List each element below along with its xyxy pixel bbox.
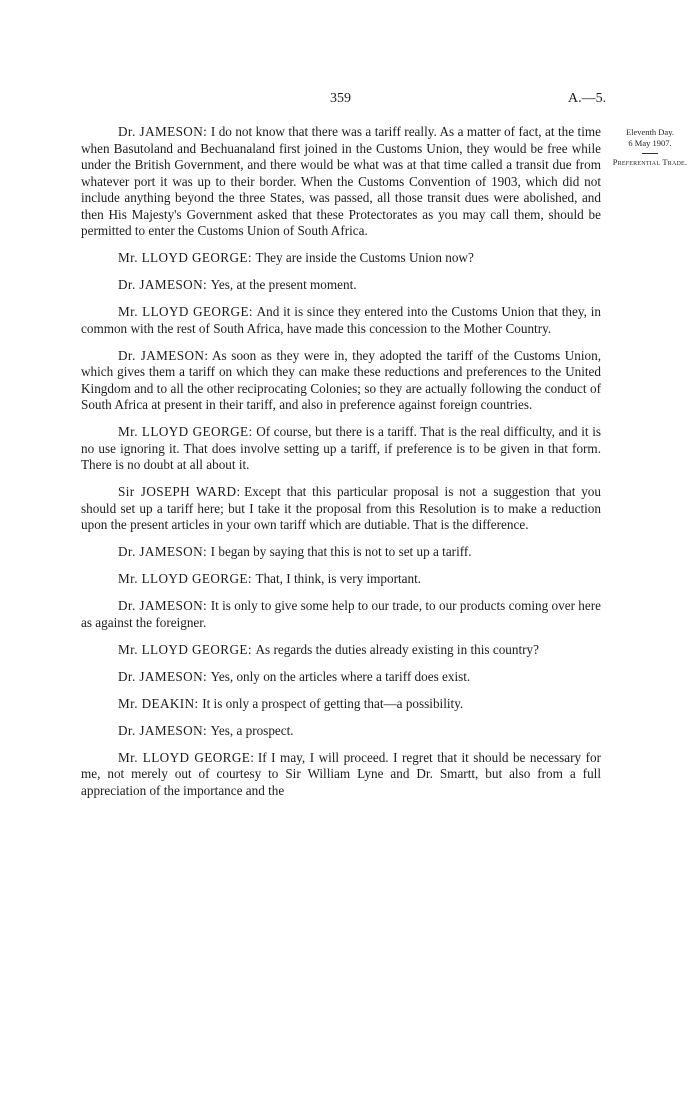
paragraph-text: I do not know that there was a tariff really. As a matter of fact, at the time when Basutoland and Bechuanaland first joined in the Customs Union, they would be free while under the British Government, and there would be what was at that time called a transit due from whatever port it was up to their border. When the Customs Convention of 1903, which did not include anything beyond the three States, was passed, all those transit dues were abolished, and then His Majesty's Government asked that these Protectorates as you may call them, should be permitted to enter the Customs Union of South Africa.	[81, 124, 601, 238]
paragraph: Dr. JAMESON: Yes, a prospect.	[118, 722, 294, 738]
speaker-name: Mr. LLOYD GEORGE	[118, 749, 251, 765]
paragraph: Mr. LLOYD GEORGE: Of course, but there is a tariff. That is the real difficulty, and it is no use ignoring it. That does involve setting up a tariff, if preference is to be given in that form. There is no doubt at all about it.	[81, 424, 601, 472]
speaker-name: Dr. JAMESON	[118, 277, 203, 292]
paragraph-text: As soon as they were in, they adopted the tariff of the Customs Union, which gives them a tariff on which they can make these reductions and preferences to the United Kingdom and to all the other reciprocating Colonies; so they are actually following the conduct of South Africa at present in their tariff, and also in preference against foreign countries.	[81, 347, 601, 412]
page-number: 359	[330, 91, 351, 106]
speaker-name: Dr. JAMESON	[118, 598, 204, 613]
transcript-body	[81, 124, 601, 810]
paragraph-text: As regards the duties already existing in this country?	[255, 641, 539, 657]
paragraph-text: That, I think, is very important.	[255, 571, 422, 586]
paragraph-text: And it is since they entered into the Customs Union that they, in common with the rest of South Africa, have made this concession to the Mother Country.	[81, 304, 601, 336]
paragraph-text: It is only to give some help to our trade, to our products coming over here as against the foreigner.	[81, 598, 601, 630]
page-reference: A.—5.	[568, 91, 607, 106]
margin-note-topic: Preferential Trade.	[612, 157, 688, 167]
paragraph: Dr. JAMESON: I began by saying that this is not to set up a tariff.	[118, 544, 472, 559]
speaker-name: Dr. JAMESON	[118, 722, 203, 738]
speaker-name: Dr. JAMESON	[118, 544, 203, 559]
paragraph: Mr. DEAKIN: It is only a prospect of getting that—a possibility.	[118, 695, 464, 711]
margin-note-day: Eleventh Day.	[625, 127, 675, 137]
paragraph-text: It is only a prospect of getting that—a possibility.	[202, 695, 464, 711]
speaker-name: Mr. LLOYD GEORGE	[118, 304, 249, 319]
speaker-name: Mr. LLOYD GEORGE	[118, 424, 249, 439]
paragraph-text: Yes, only on the articles where a tariff does exist.	[210, 668, 471, 684]
paragraph-text: Of course, but there is a tariff. That is the real difficulty, and it is no use ignoring it. That does involve setting up a tariff, if preference is to be given in that form. There is no doubt at all about it.	[81, 424, 601, 472]
speaker-name: Mr. DEAKIN	[118, 695, 195, 711]
paragraph-text: They are inside the Customs Union now?	[255, 250, 474, 265]
margin-note-date: 6 May 1907.	[628, 138, 672, 148]
paragraph: Sir JOSEPH WARD: Except that this particular proposal is not a suggestion that you should set up a tariff here; but I take it the proposal from this Resolution is to make a reduction upon the present articles in your own tariff which are dutiable. That is the difference.	[81, 484, 601, 532]
speaker-name: Mr. LLOYD GEORGE	[118, 250, 248, 265]
speaker-name: Dr. JAMESON	[118, 668, 203, 684]
speaker-name: Dr. JAMESON	[118, 347, 205, 363]
paragraph: Mr. LLOYD GEORGE: That, I think, is very important.	[118, 571, 422, 586]
paragraph: Dr. JAMESON: It is only to give some help to our trade, to our products coming over here as against the foreigner.	[81, 598, 601, 630]
paragraph: Mr. LLOYD GEORGE: As regards the duties already existing in this country?	[118, 641, 539, 657]
paragraph-text: Except that this particular proposal is not a suggestion that you should set up a tariff here; but I take it the proposal from this Resolution is to make a reduction upon the present articles in your own tariff which are dutiable. That is the difference.	[81, 484, 601, 532]
paragraph: Mr. LLOYD GEORGE: They are inside the Customs Union now?	[118, 250, 474, 265]
paragraph-text: If I may, I will proceed. I regret that it should be necessary for me, not merely out of courtesy to Sir William Lyne and Dr. Smartt, but also from a full appreciation of the importance and the	[81, 749, 602, 798]
paragraph: Dr. JAMESON: Yes, only on the articles where a tariff does exist.	[118, 668, 471, 684]
paragraph: Mr. LLOYD GEORGE: And it is since they entered into the Customs Union that they, in common with the rest of South Africa, have made this concession to the Mother Country.	[81, 304, 601, 336]
paragraph-text: Yes, at the present moment.	[210, 277, 357, 292]
speaker-name: Sir JOSEPH WARD	[118, 484, 237, 499]
speaker-name: Dr. JAMESON	[118, 124, 204, 139]
paragraph: Dr. JAMESON: I do not know that there was a tariff really. As a matter of fact, at the time when Basutoland and Bechuanaland first joined in the Customs Union, they would be free while under the British Government, and there would be what was at that time called a transit due from whatever port it was up to their border. When the Customs Convention of 1903, which did not include anything beyond the three States, was passed, all those transit dues were abolished, and then His Majesty's Government asked that these Protectorates as you may call them, should be permitted to enter the Customs Union of South Africa.	[81, 124, 601, 238]
paragraph: Mr. LLOYD GEORGE: If I may, I will proceed. I regret that it should be necessary for me, not merely out of courtesy to Sir William Lyne and Dr. Smartt, but also from a full appreciation of the importance and the	[81, 749, 602, 798]
speaker-name: Mr. LLOYD GEORGE	[118, 571, 248, 586]
margin-note-divider	[642, 153, 658, 154]
paragraph: Dr. JAMESON: Yes, at the present moment.	[118, 277, 357, 292]
speaker-name: Mr. LLOYD GEORGE	[118, 641, 248, 657]
paragraph: Dr. JAMESON: As soon as they were in, they adopted the tariff of the Customs Union, which gives them a tariff on which they can make these reductions and preferences to the United Kingdom and to all the other reciprocating Colonies; so they are actually following the conduct of South Africa at present in their tariff, and also in preference against foreign countries.	[81, 347, 601, 412]
paragraph-text: Yes, a prospect.	[210, 722, 294, 738]
paragraph-text: I began by saying that this is not to set up a tariff.	[210, 544, 472, 559]
margin-note	[612, 127, 688, 168]
